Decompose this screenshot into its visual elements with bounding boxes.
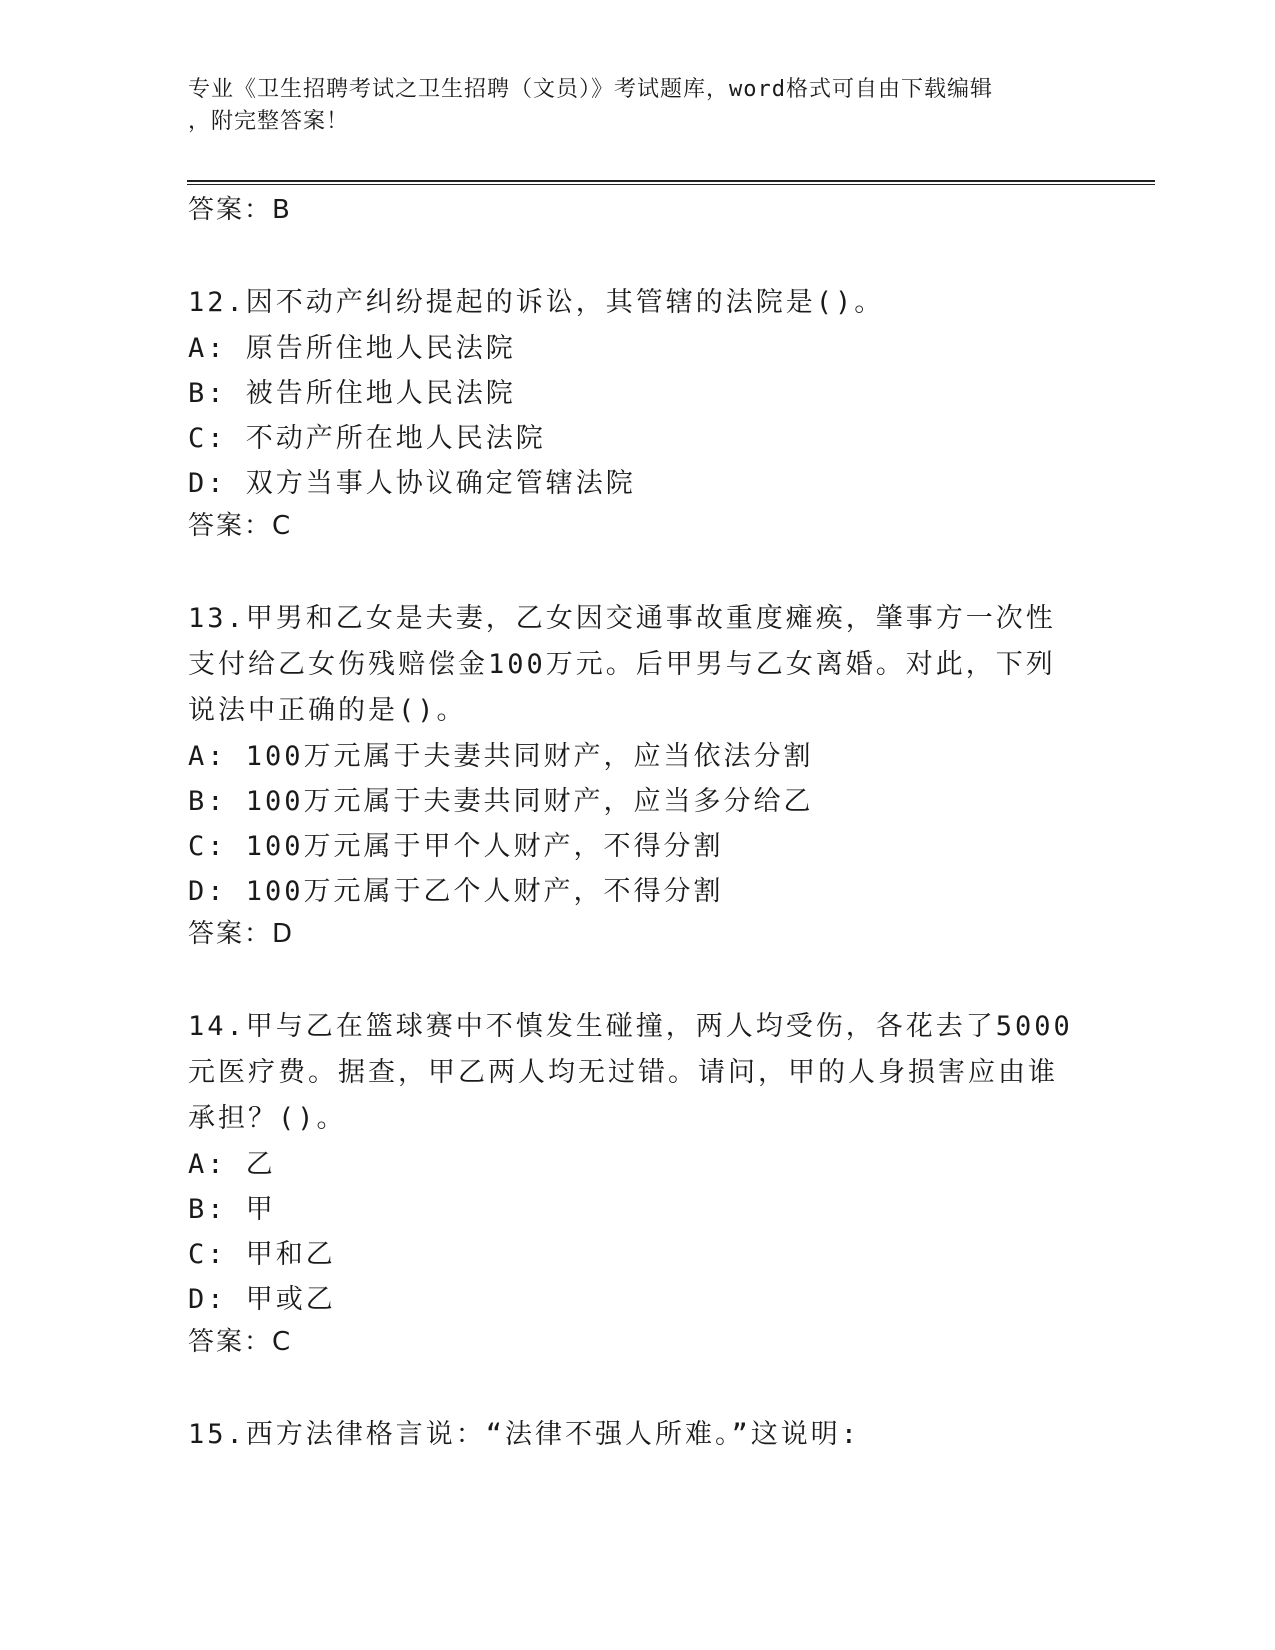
question-stem: 12.因不动产纠纷提起的诉讼，其管辖的法院是()。 — [188, 287, 885, 318]
document-header — [188, 74, 1068, 138]
answer-label: 答案： — [188, 1327, 273, 1357]
question-answer — [188, 1324, 1088, 1360]
question-answer — [188, 508, 1088, 544]
option-a: A: 原告所住地人民法院 — [188, 333, 516, 364]
question-stem: 14.甲与乙在篮球赛中不慎发生碰撞，两人均受伤，各花去了5000元医疗费。据查，甲乙两人均无过错。请问，甲的人身损害应由谁承担？()。 — [188, 1011, 1073, 1134]
option-d: D: 双方当事人协议确定管辖法院 — [188, 468, 636, 499]
answer-label: 答案： — [188, 195, 273, 225]
answer-value: C — [272, 1327, 293, 1357]
question-13 — [188, 596, 1088, 952]
option-d: D: 100万元属于乙个人财产，不得分割 — [188, 876, 724, 907]
question-stem: 13.甲男和乙女是夫妻，乙女因交通事故重度瘫痪，肇事方一次性支付给乙女伤残赔偿金100万元。后甲男与乙女离婚。对此，下列说法中正确的是()。 — [188, 603, 1056, 726]
header-line-2: ，附完整答案！ — [188, 109, 350, 134]
option-a: A: 100万元属于夫妻共同财产，应当依法分割 — [188, 741, 814, 772]
answer-label: 答案： — [188, 511, 273, 541]
option-b: B: 被告所住地人民法院 — [188, 378, 516, 409]
option-c: C: 100万元属于甲个人财产，不得分割 — [188, 831, 724, 862]
question-answer — [188, 916, 1088, 952]
question-stem: 15.西方法律格言说：“法律不强人所难。”这说明: — [188, 1419, 861, 1450]
previous-answer — [188, 192, 1088, 228]
option-c: C: 不动产所在地人民法院 — [188, 423, 546, 454]
document-body — [188, 192, 1088, 1458]
question-15 — [188, 1412, 1088, 1458]
option-d: D: 甲或乙 — [188, 1284, 336, 1315]
answer-value: D — [272, 919, 295, 949]
question-12 — [188, 280, 1088, 544]
header-line-1: 专业《卫生招聘考试之卫生招聘（文员）》考试题库，word格式可自由下载编辑 — [188, 77, 993, 102]
answer-value: B — [272, 195, 292, 225]
option-b: B: 甲 — [188, 1194, 276, 1225]
header-divider — [187, 180, 1155, 185]
question-14 — [188, 1004, 1088, 1360]
answer-value: C — [272, 511, 293, 541]
option-a: A: 乙 — [188, 1149, 276, 1180]
option-c: C: 甲和乙 — [188, 1239, 336, 1270]
answer-label: 答案： — [188, 919, 273, 949]
option-b: B: 100万元属于夫妻共同财产，应当多分给乙 — [188, 786, 814, 817]
